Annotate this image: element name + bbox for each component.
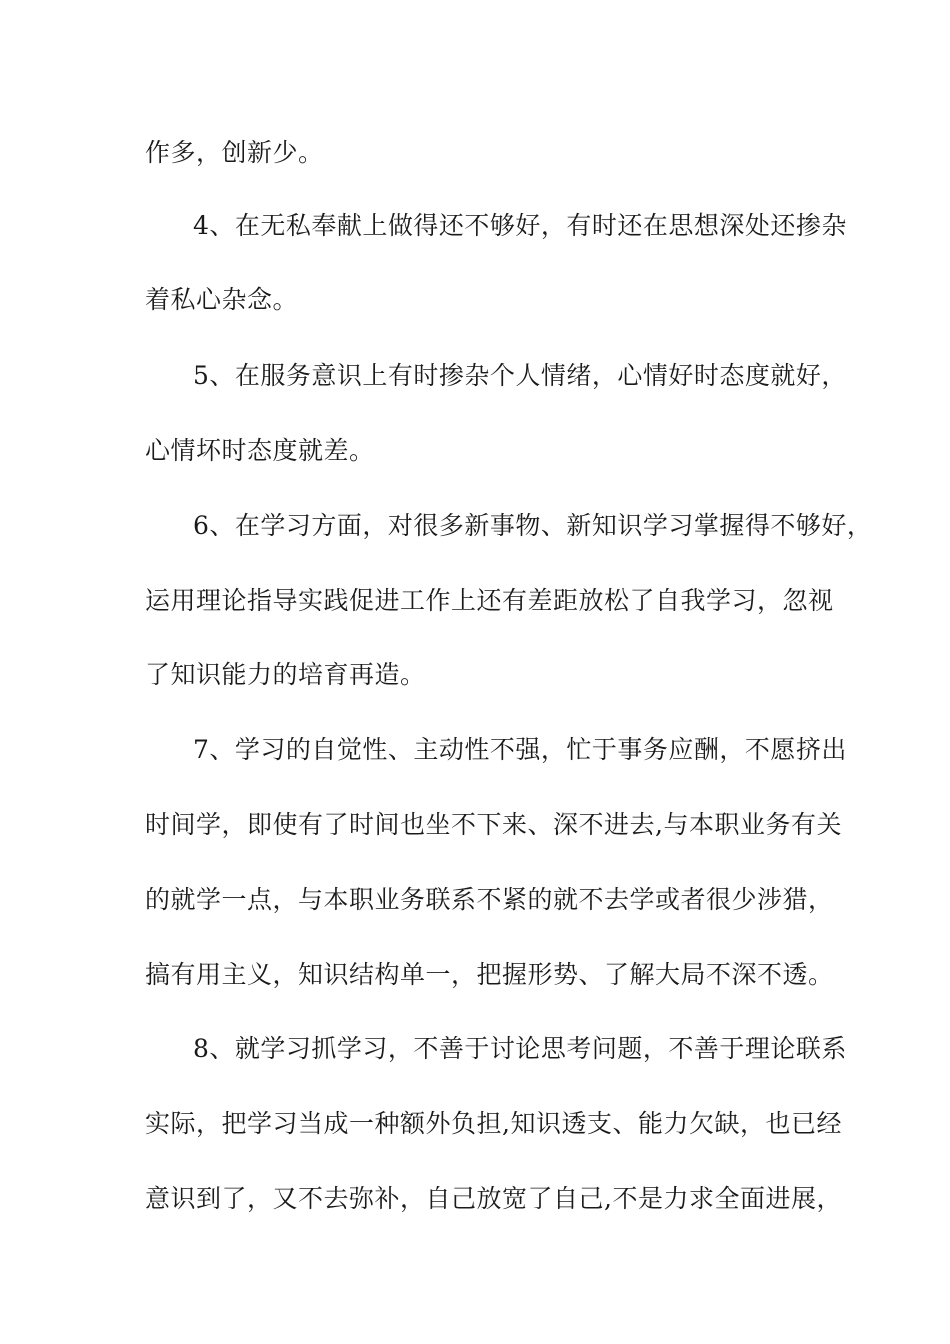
paragraph-line: 实际，把学习当成一种额外负担,知识透支、能力欠缺，也已经 [145, 1109, 842, 1138]
paragraph-line: 着私心杂念。 [145, 285, 299, 314]
paragraph-line: 7、学习的自觉性、主动性不强，忙于事务应酬，不愿挤出 [193, 735, 847, 764]
paragraph-line: 6、在学习方面，对很多新事物、新知识学习掌握得不够好， [193, 511, 873, 540]
paragraph-line: 了知识能力的培育再造。 [145, 660, 426, 689]
paragraph-line: 意识到了，又不去弥补，自己放宽了自己,不是力求全面进展， [145, 1184, 842, 1213]
paragraph-line: 5、在服务意识上有时掺杂个人情绪，心情好时态度就好， [193, 361, 847, 390]
paragraph-line: 4、在无私奉献上做得还不够好，有时还在思想深处还掺杂 [193, 211, 847, 240]
paragraph-line: 8、就学习抓学习，不善于讨论思考问题，不善于理论联系 [193, 1034, 847, 1063]
paragraph-line: 运用理论指导实践促进工作上还有差距放松了自我学习，忽视 [145, 586, 834, 615]
paragraph-line: 的就学一点，与本职业务联系不紧的就不去学或者很少涉猎， [145, 885, 834, 914]
paragraph-line: 时间学，即使有了时间也坐不下来、深不进去,与本职业务有关 [145, 810, 842, 839]
paragraph-line: 作多，创新少。 [145, 138, 324, 167]
paragraph-line: 搞有用主义，知识结构单一，把握形势、了解大局不深不透。 [145, 960, 834, 989]
paragraph-line: 心情坏时态度就差。 [145, 436, 375, 465]
